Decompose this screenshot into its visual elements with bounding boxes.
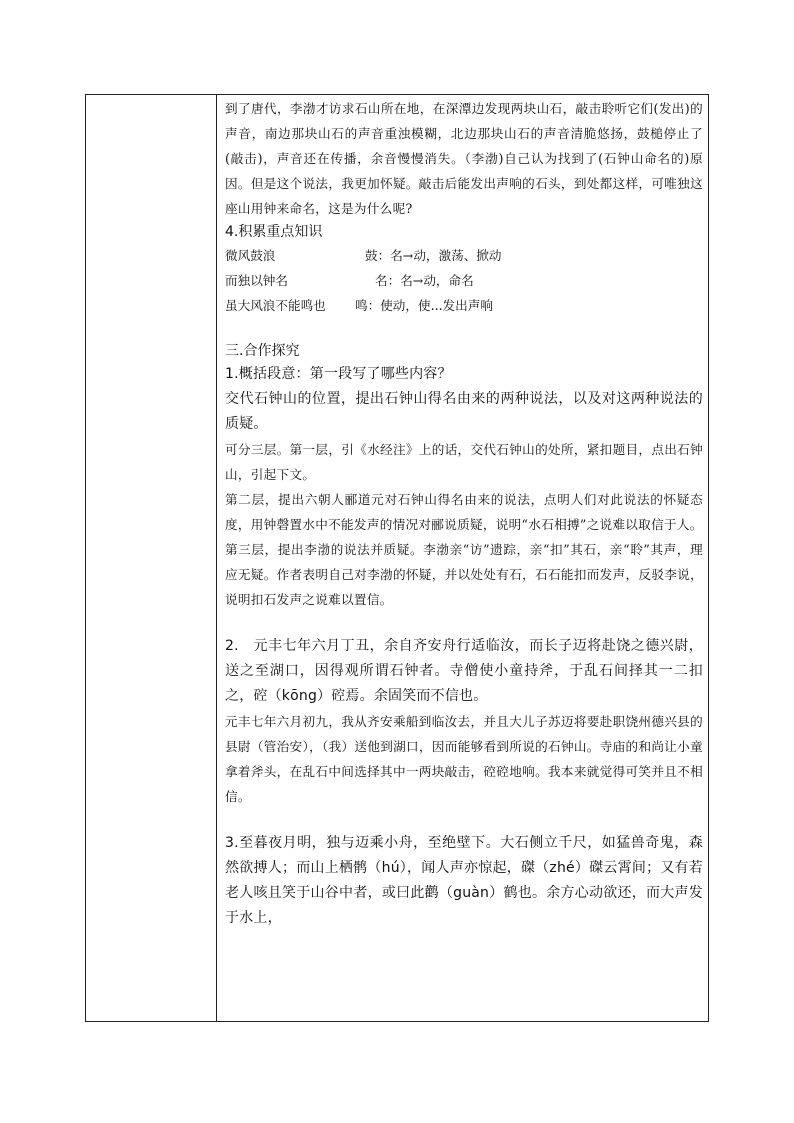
layer-paragraph: 第三层，提出李渤的说法并质疑。李渤亲“访”遗踪，亲“扣”其石，亲“聆”其声，理应无疑。作者表明自己对李渤的怀疑，并以处处有石，石石能扣而发声，反驳李说，说明扣石发声之说难以置信。 (225, 542, 703, 607)
lesson-table (85, 94, 709, 1022)
knowledge-phrase: 而独以钟名 (225, 273, 288, 288)
original-text-3: 3.至暮夜月明，独与迈乘小舟，至绝壁下。大石侧立千尺，如猛兽奇鬼，森然欲搏人；而山上栖鹘（hú），闻人声亦惊起，磔（zhé）磔云霄间；又有若老人咳且笑于山谷中者，或曰此鹳（guàn）鹤也。余方心动欲还，而大声发于水上， (225, 835, 703, 926)
answer-1: 交代石钟山的位置，提出石钟山得名由来的两种说法，以及对这两种说法的质疑。 (225, 391, 703, 432)
knowledge-note: 鼓：名→动，激荡、掀动 (365, 248, 502, 263)
question-1: 1.概括段意：第一段写了哪些内容？ (225, 366, 452, 382)
knowledge-note: 名：名→动，命名 (375, 273, 474, 288)
knowledge-item (225, 243, 703, 268)
knowledge-phrase: 微风鼓浪 (225, 248, 276, 263)
explore-heading: 三.合作探究 (225, 343, 300, 359)
table-left-column (86, 95, 217, 1021)
knowledge-heading: 4.积累重点知识 (225, 224, 323, 240)
table-content-column (217, 95, 708, 1021)
original-text-2: 2. 元丰七年六月丁丑，余自齐安舟行适临汝，而长子迈将赴饶之德兴尉，送之至湖口，因得观所谓石钟者。寺僧使小童持斧，于乱石间择其一二扣之，硿（kōng）硿焉。余固笑而不信也。 (225, 638, 703, 704)
translation-2: 元丰七年六月初九，我从齐安乘船到临汝去，并且大儿子苏迈将要赴职饶州德兴县的县尉（管治安），（我）送他到湖口，因而能够看到所说的石钟山。寺庙的和尚让小童拿着斧头，在乱石中间选择其中一两块敲击，硿硿地响。我本来就觉得可笑并且不相信。 (225, 714, 703, 804)
layer-paragraph: 可分三层。第一层，引《水经注》上的话，交代石钟山的处所，紧扣题目，点出石钟山，引起下文。 (225, 442, 703, 482)
knowledge-item (225, 268, 703, 293)
knowledge-phrase: 虽大风浪不能鸣也 (225, 298, 326, 313)
knowledge-note: 鸣：使动，使...发出声响 (355, 298, 493, 313)
translation-paragraph: 到了唐代，李渤才访求石山所在地，在深潭边发现两块山石，敲击聆听它们(发出)的声音，南边那块山石的声音重浊模糊，北边那块山石的声音清脆悠扬，鼓槌停止了(敲击)，声音还在传播，余音慢慢消失。（李渤)自己认为找到了(石钟山命名的)原因。但是这个说法，我更加怀疑。敲击后能发出声响的石头，到处都这样，可唯独这座山用钟来命名，这是为什么呢? (225, 101, 703, 216)
knowledge-item (225, 293, 703, 318)
layer-paragraph: 第二层，提出六朝人郦道元对石钟山得名由来的说法，点明人们对此说法的怀疑态度，用钟磬置水中不能发声的情况对郦说质疑，说明“水石相搏”之说难以取信于人。 (225, 492, 703, 532)
